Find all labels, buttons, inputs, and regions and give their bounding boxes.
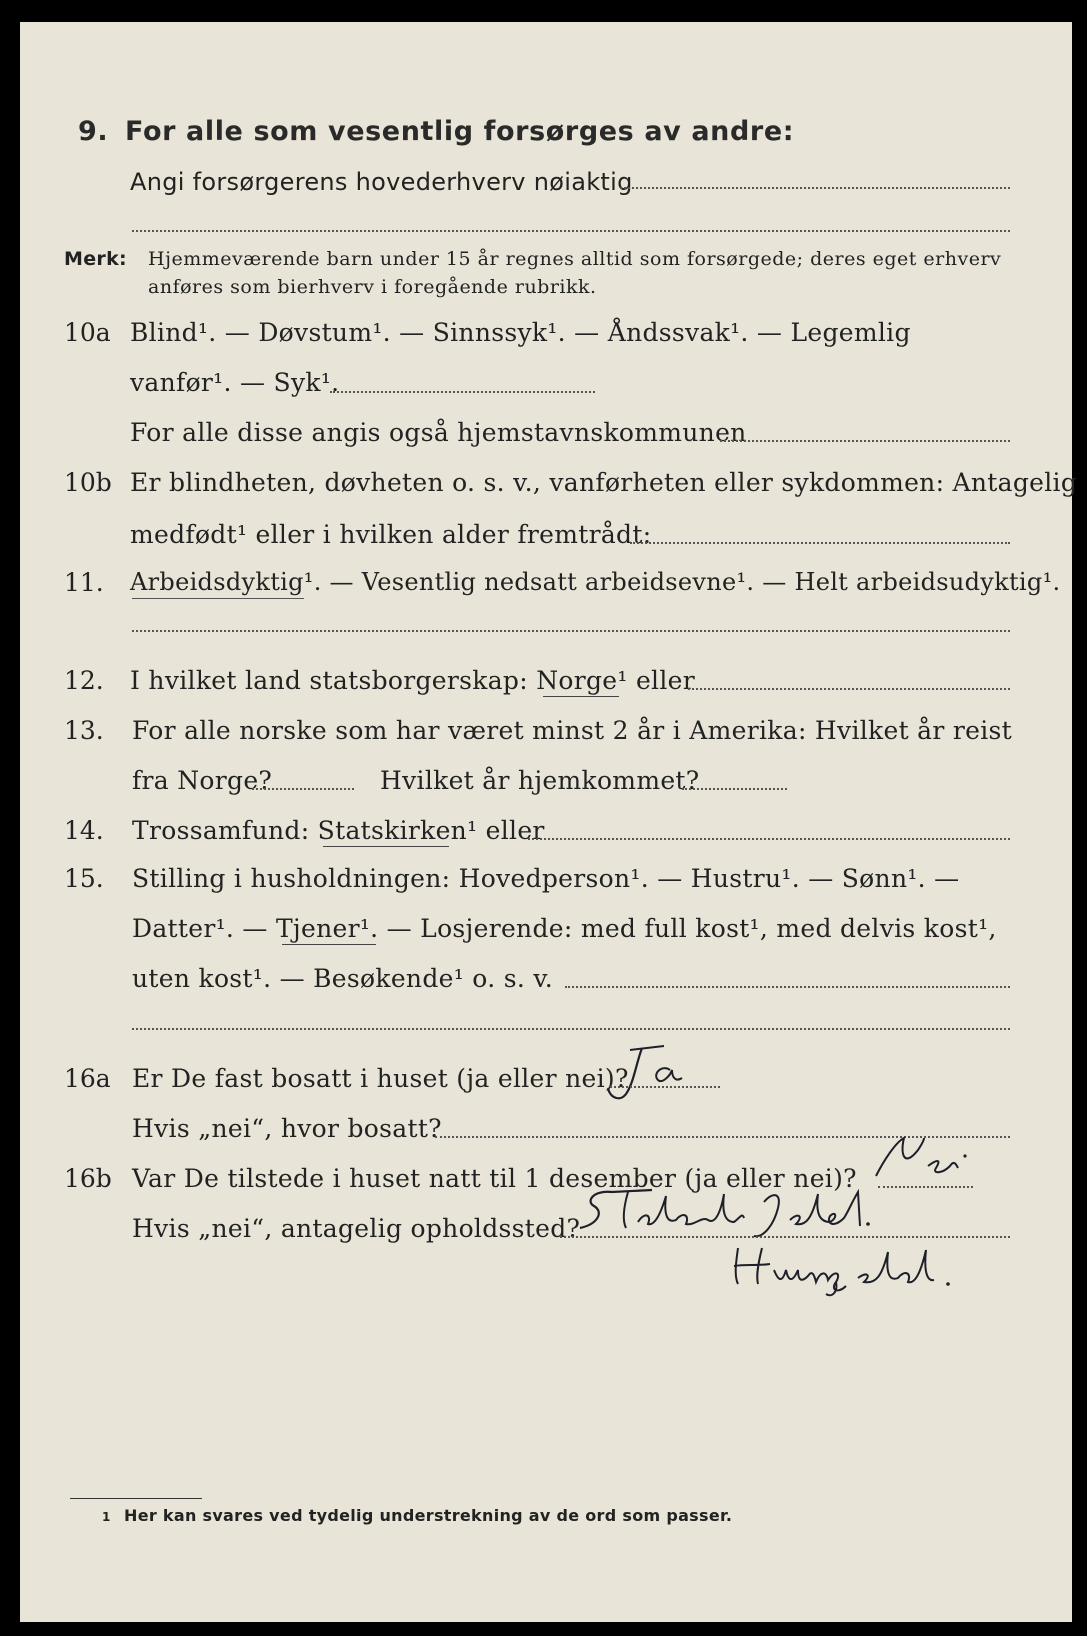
q13-number: 13. [64,716,104,745]
q15-line-2: Datter¹. — Tjener¹. — Losjerende: med full kost¹, med delvis kost¹, [132,914,997,943]
q10a-line-3: For alle disse angis også hjemstavnskommunen [130,418,747,447]
q12-number: 12. [64,666,104,695]
underline-mark [543,696,619,697]
q10a-line-1: Blind¹. — Døvstum¹. — Sinnssyk¹. — Åndssvak¹. — Legemlig [130,318,911,347]
q11-line: Arbeidsdyktig¹. — Vesentlig nedsatt arbeidsevne¹. — Helt arbeidsudyktig¹. [130,568,1061,596]
answer-line [565,986,1010,988]
answer-line [132,1028,1010,1030]
q13-line-1: For alle norske som har været minst 2 år i Amerika: Hvilket år reist [132,716,1013,745]
q13-line-2b: Hvilket år hjemkommet? [380,766,700,795]
q15-number: 15. [64,864,104,893]
handwritten-ja [604,1042,714,1104]
q9-line: Angi forsørgerens hovederhverv nøiaktig [130,168,633,196]
footnote-text: Her kan svares ved tydelig understrekning av de ord som passer. [124,1506,733,1525]
answer-line [682,788,787,790]
merk-line-2: anføres som bierhverv i foregående rubrikk. [148,276,597,298]
q9-number: 9. [78,116,109,147]
answer-line [720,440,1010,442]
underline-mark [282,944,376,945]
q16b-number: 16b [64,1164,112,1193]
footnote-rule [70,1498,202,1499]
q16a-line-2: Hvis „nei“, hvor bosatt? [132,1114,442,1143]
handwritten-nei [870,1130,980,1190]
form-page [20,22,1078,1622]
answer-line [688,688,1010,690]
answer-line [610,1086,720,1088]
answer-line [132,630,1010,632]
answer-line [330,391,595,393]
q12-line: I hvilket land statsborgerskap: Norge¹ eller [130,666,695,695]
q10b-line-1: Er blindheten, døvheten o. s. v., vanførheten eller sykdommen: Antagelig [130,468,1078,497]
q15-line-1: Stilling i husholdningen: Hovedperson¹. — Hustru¹. — Sønn¹. — [132,864,960,893]
underline-mark [323,846,449,847]
q16b-line-2: Hvis „nei“, antagelig opholdssted? [132,1214,581,1243]
q16a-number: 16a [64,1064,111,1093]
q10a-line-2: vanfør¹. — Syk¹. [130,368,340,397]
q11-number: 11. [64,568,104,597]
q10b-line-2: medfødt¹ eller i hvilken alder fremtrådt: [130,520,652,549]
q10b-number: 10b [64,468,112,497]
q14-line: Trossamfund: Statskirken¹ eller [132,816,545,845]
q13-line-2a: fra Norge? [132,766,273,795]
q16b-line-1: Var De tilstede i huset natt til 1 desember (ja eller nei)? [132,1164,857,1193]
underline-mark [132,598,304,599]
merk-label: Merk: [64,248,127,270]
handwritten-stakland-fjeld [568,1182,928,1242]
answer-line [560,1236,1010,1238]
answer-line [528,838,1010,840]
footnote-mark: 1 [102,1510,111,1524]
answer-line [252,788,354,790]
q16a-line-1: Er De fast bosatt i huset (ja eller nei)? [132,1064,629,1093]
answer-line [132,230,1010,232]
handwritten-hvingsdal [726,1240,966,1296]
q14-number: 14. [64,816,104,845]
q15-line-3: uten kost¹. — Besøkende¹ o. s. v. [132,964,554,993]
merk-line-1: Hjemmeværende barn under 15 år regnes alltid som forsørgede; deres eget erhverv [148,248,1002,270]
q9-title: For alle som vesentlig forsørges av andre: [125,116,795,147]
q10a-number: 10a [64,318,111,347]
answer-line [620,187,1010,189]
answer-line [630,542,1010,544]
